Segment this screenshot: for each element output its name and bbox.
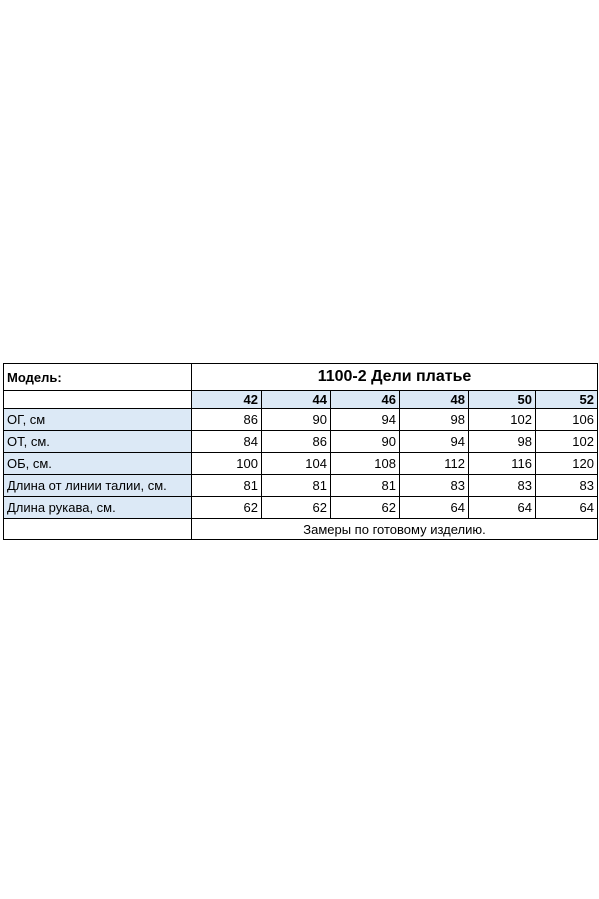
measurement-note: Замеры по готовому изделию. [192, 519, 598, 540]
size-header-cell: 52 [536, 391, 598, 409]
value-cell: 62 [262, 497, 331, 519]
size-header-cell: 46 [331, 391, 400, 409]
value-cell: 86 [192, 409, 262, 431]
value-cell: 94 [331, 409, 400, 431]
row-label: ОТ, см. [4, 431, 192, 453]
value-cell: 83 [469, 475, 536, 497]
value-cell: 108 [331, 453, 400, 475]
value-cell: 100 [192, 453, 262, 475]
note-row [4, 519, 598, 540]
value-cell: 90 [331, 431, 400, 453]
value-cell: 90 [262, 409, 331, 431]
row-label: ОГ, см [4, 409, 192, 431]
size-chart-body [4, 364, 598, 540]
value-cell: 98 [469, 431, 536, 453]
value-cell: 104 [262, 453, 331, 475]
value-cell: 86 [262, 431, 331, 453]
row-label: Длина рукава, см. [4, 497, 192, 519]
value-cell: 116 [469, 453, 536, 475]
value-cell: 106 [536, 409, 598, 431]
value-cell: 62 [331, 497, 400, 519]
value-cell: 81 [262, 475, 331, 497]
table-row [4, 497, 598, 519]
value-cell: 112 [400, 453, 469, 475]
title-row [4, 364, 598, 391]
value-cell: 81 [192, 475, 262, 497]
row-label: Длина от линии талии, см. [4, 475, 192, 497]
size-header-cell: 42 [192, 391, 262, 409]
value-cell: 62 [192, 497, 262, 519]
value-cell: 83 [536, 475, 598, 497]
size-header-row [4, 391, 598, 409]
table-row [4, 453, 598, 475]
value-cell: 120 [536, 453, 598, 475]
value-cell: 64 [400, 497, 469, 519]
value-cell: 94 [400, 431, 469, 453]
value-cell: 81 [331, 475, 400, 497]
value-cell: 102 [536, 431, 598, 453]
table-row [4, 475, 598, 497]
table-row [4, 409, 598, 431]
value-cell: 84 [192, 431, 262, 453]
size-header-cell: 50 [469, 391, 536, 409]
size-header-cell: 44 [262, 391, 331, 409]
note-blank [4, 519, 192, 540]
size-header-cell: 48 [400, 391, 469, 409]
value-cell: 64 [469, 497, 536, 519]
size-header-blank [4, 391, 192, 409]
value-cell: 64 [536, 497, 598, 519]
row-label: ОБ, см. [4, 453, 192, 475]
value-cell: 98 [400, 409, 469, 431]
value-cell: 83 [400, 475, 469, 497]
size-chart-table [3, 363, 598, 540]
value-cell: 102 [469, 409, 536, 431]
table-row [4, 431, 598, 453]
model-title: 1100-2 Дели платье [192, 364, 598, 391]
model-label: Модель: [4, 364, 192, 391]
